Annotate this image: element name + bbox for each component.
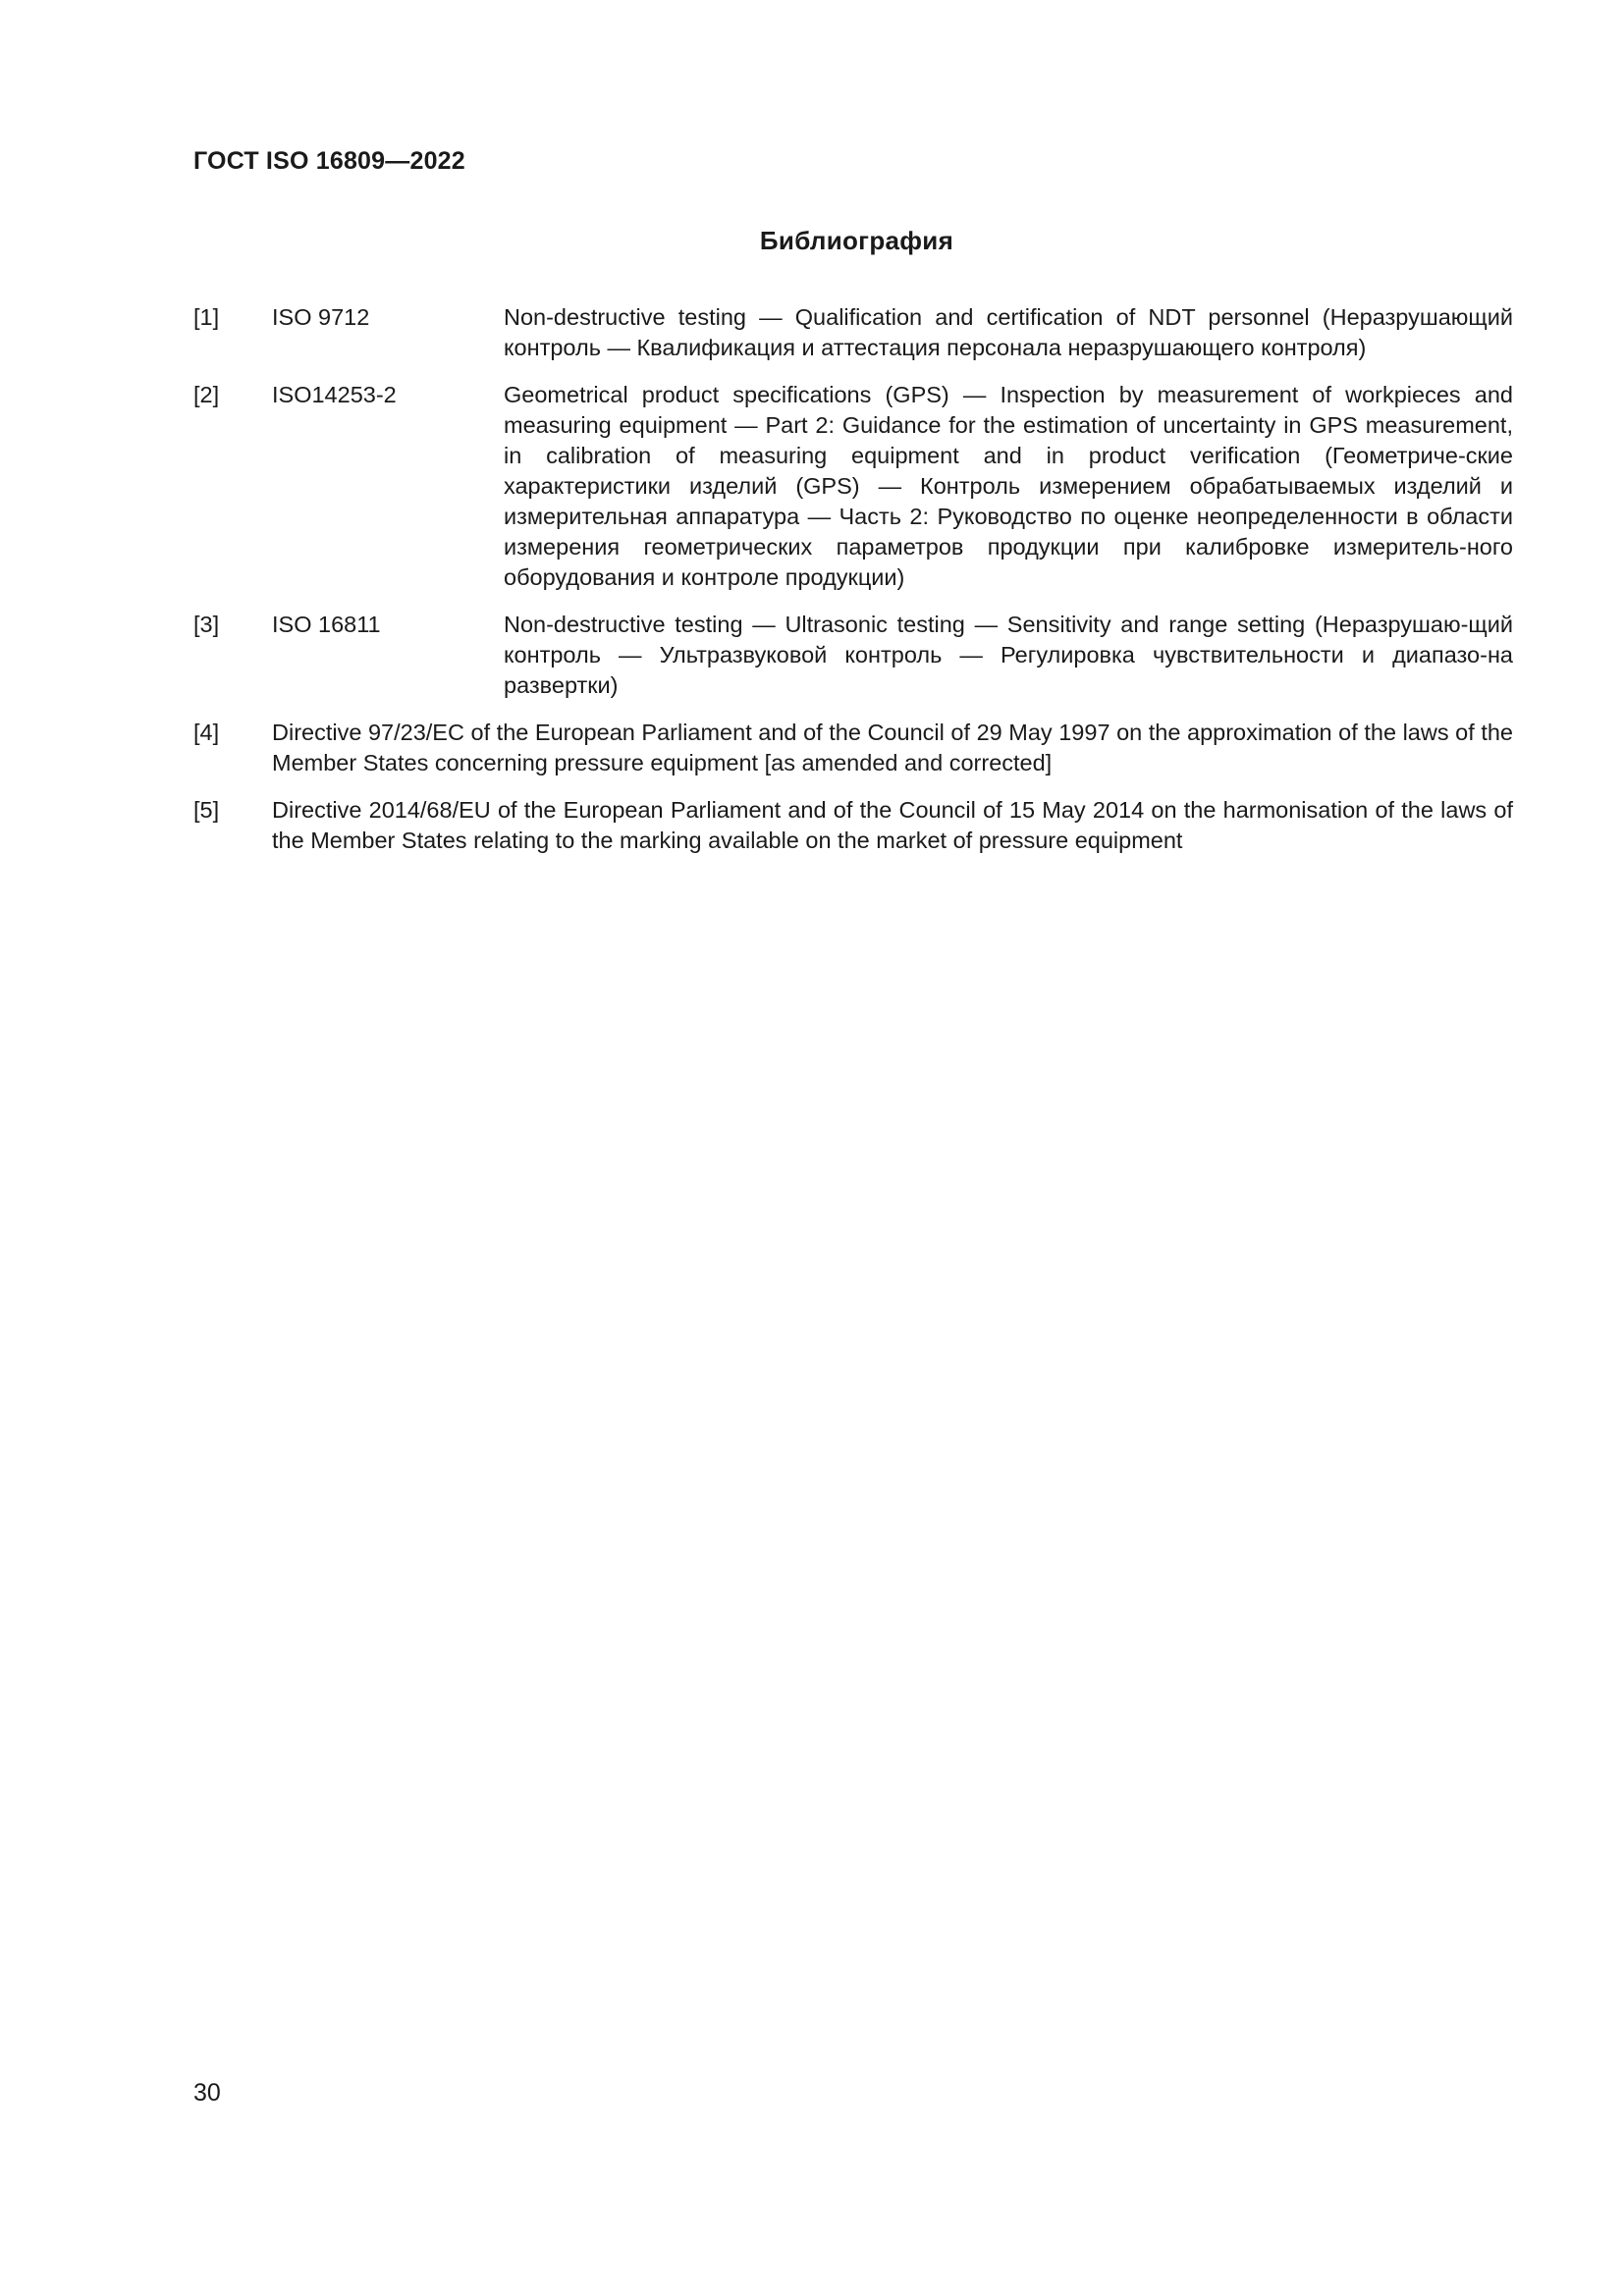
entry-text: Non-destructive testing — Qualification and certification of NDT personnel (Неразрушающий контроль — Квалификация и аттестация персонала неразрушающего контроля): [504, 304, 1513, 360]
entry-number: [4]: [193, 720, 220, 745]
page-title: Библиография: [759, 226, 954, 255]
entry-text: Directive 2014/68/EU of the European Parliament and of the Council of 15 May 2014 on the harmonisation of the laws of the Member States relating to the marking available on the market of pressure equipment: [272, 797, 1513, 853]
page-number: 30: [193, 2079, 221, 2107]
entry-number: [5]: [193, 797, 220, 823]
bibliography-entry-2: [193, 380, 1513, 593]
bibliography-entry-3: [193, 610, 1513, 701]
entry-code: ISO14253-2: [272, 382, 397, 407]
document-header: ГОСТ ISO 16809—2022: [193, 147, 465, 175]
entry-number: [3]: [193, 612, 220, 637]
entry-text: Non-destructive testing — Ultrasonic testing — Sensitivity and range setting (Неразрушаю-щий контроль — Ультразвуковой контроль — Регулировка чувствительности и диапазо-на развертки): [504, 612, 1513, 698]
entry-number: [2]: [193, 382, 220, 407]
bibliography-entry-1: [193, 302, 1513, 363]
entry-code: ISO 16811: [272, 612, 381, 637]
bibliography-entry-5: [193, 795, 1513, 856]
entry-text: Geometrical product specifications (GPS) — Inspection by measurement of workpieces and measuring equipment — Part 2: Guidance for the estimation of uncertainty in GPS measurement, in calibration of measuring equipment and in product verification (Геометриче-ские характеристики изделий (GPS) — Контроль измерением обрабатываемых изделий и измерительная аппаратура — Часть 2: Руководство по оценке неопределенности в области измерения геометрических параметров продукции при калибровке измеритель-ного оборудования и контроле продукции): [504, 382, 1513, 590]
bibliography-list: [193, 302, 1513, 873]
entry-number: [1]: [193, 304, 220, 330]
entry-code: ISO 9712: [272, 304, 370, 330]
bibliography-entry-4: [193, 718, 1513, 778]
entry-text: Directive 97/23/EC of the European Parliament and of the Council of 29 May 1997 on the approximation of the laws of the Member States concerning pressure equipment [as amended and corrected]: [272, 720, 1513, 775]
